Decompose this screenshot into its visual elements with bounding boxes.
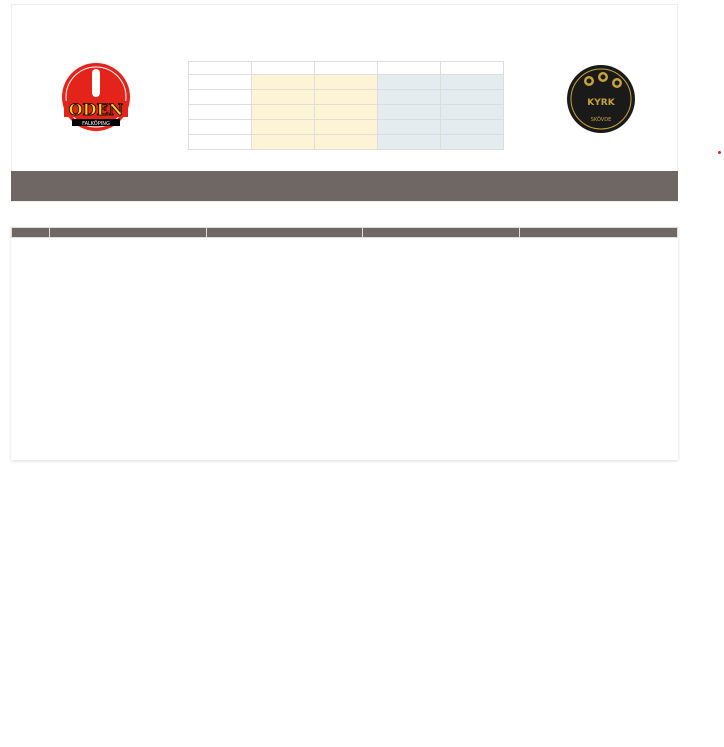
summary-cell	[378, 105, 441, 120]
away-team	[509, 28, 677, 30]
summary-cell	[189, 105, 252, 120]
summary-cell	[315, 120, 378, 135]
svg-text:ODEN: ODEN	[68, 100, 124, 119]
home-team-logo	[56, 59, 136, 139]
summary-cell	[189, 75, 252, 90]
summary-cell	[315, 75, 378, 90]
summary-row	[189, 135, 504, 150]
summary-cell	[252, 105, 315, 120]
summary-cell	[441, 90, 504, 105]
lane-matrix-table	[11, 227, 678, 238]
summary-cell	[378, 120, 441, 135]
summary-cell	[252, 135, 315, 150]
summary-row	[189, 75, 504, 90]
summary-cell	[378, 90, 441, 105]
lane-matrix	[11, 227, 678, 460]
matrix-header-bord-2	[206, 228, 363, 238]
summary-cell	[189, 90, 252, 105]
summary-cell	[441, 135, 504, 150]
summary-cell	[315, 105, 378, 120]
summary-cell	[441, 105, 504, 120]
matrix-header-bord-3	[363, 228, 520, 238]
summary-cell	[441, 120, 504, 135]
summary-cell	[189, 120, 252, 135]
red-dot	[718, 151, 721, 154]
svg-text:KYRK: KYRK	[587, 98, 615, 108]
matrix-header-bord-1	[49, 228, 206, 238]
matrix-header-serie	[12, 228, 50, 238]
home-banp-header	[315, 62, 378, 75]
summary-cell	[315, 90, 378, 105]
summary-cell	[189, 135, 252, 150]
summary-cell	[252, 120, 315, 135]
summary-row	[189, 90, 504, 105]
summary-cell	[378, 135, 441, 150]
summary-cell	[441, 75, 504, 90]
home-points-header	[252, 62, 315, 75]
summary-row	[189, 120, 504, 135]
summary-cell	[252, 90, 315, 105]
away-points-header	[378, 62, 441, 75]
away-team-logo	[565, 63, 637, 135]
matrix-header-bord-4	[520, 228, 678, 238]
summary-cell	[252, 75, 315, 90]
away-banp-header	[441, 62, 504, 75]
series-summary-table	[188, 61, 504, 150]
home-team	[12, 28, 180, 30]
match-info-bar	[11, 171, 678, 201]
svg-text:SKÖVDE: SKÖVDE	[590, 117, 612, 123]
summary-cell	[378, 75, 441, 90]
svg-text:FALKÖPING: FALKÖPING	[82, 121, 110, 127]
summary-cell	[315, 135, 378, 150]
summary-row	[189, 105, 504, 120]
